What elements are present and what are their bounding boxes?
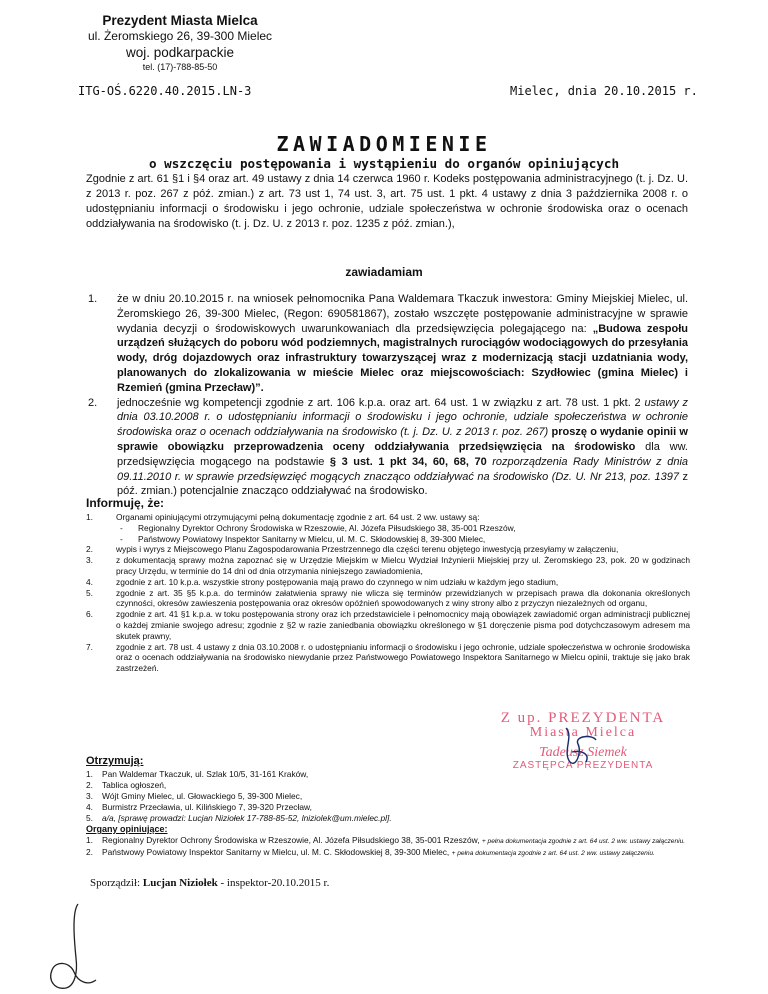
opinion-body-item [86, 847, 686, 859]
recipients-heading: Otrzymują: [86, 755, 144, 767]
point-2-text-cont: dla ww. przedsięwzięcia mogącego na podstawie [117, 440, 688, 468]
document-subtitle: o wszczęciu postępowania i wystąpieniu do organów opiniujących [148, 156, 620, 171]
notify-heading: zawiadamiam [345, 265, 423, 279]
prepared-by [90, 877, 329, 889]
recipient-text: Tablica ogłoszeń, [102, 780, 167, 790]
recipient-number: 4. [86, 802, 93, 812]
opinion-text: Regionalny Dyrektor Ochrony Środowiska w Rzeszowie, Al. Józefa Piłsudskiego 38, 35-001 Rzeszów, [102, 835, 482, 845]
regulation-paragraph: § 3 ust. 1 pkt 34, 60, 68, 70 [329, 455, 487, 468]
issuer-phone: tel. (17)-788-85-50 [142, 62, 218, 72]
prepared-suffix: - inspektor-20.10.2015 r. [217, 877, 330, 889]
stamp-role: ZASTĘPCA PREZYDENTA [512, 760, 654, 771]
opinion-number: 2. [86, 847, 93, 857]
info-text: zgodnie z art. 41 §1 k.p.a. w toku postępowania strony oraz ich przedstawiciele i pełnomocnicy mają obowiązek zawiadomić organ administracji publicznej o każdej zmianie swojego adresu; zgodnie z §2 w razie zaniedbania obowiązku określonego w §1 doręczenie pisma pod dotychczasowym adresem ma skutek prawny, [116, 609, 690, 641]
info-text: zgodnie z art. 78 ust. 4 ustawy z dnia 03.10.2008 r. o udostępnianiu informacji o środowisku i jego ochronie, udziale społeczeństwa w ochronie środowiska oraz o ocenach oddziaływania na środowisko niewydanie przez Państwowego Powiatowego Inspektora Sanitarnego w Mielcu opinii, traktuje się jako brak zastrzeżeń. [116, 641, 690, 674]
point-number: 2. [88, 396, 98, 409]
info-number: 3. [86, 555, 93, 566]
opinion-note: + pełna dokumentacja zgodnie z art. 64 ust. 2 ww. ustawy załączeniu. [481, 838, 686, 845]
point-2-text-end: z póź. zmian.) potencjalnie znacząco oddziaływać na środowisko. [117, 470, 689, 498]
issuer-title: Prezydent Miasta Mielca [102, 13, 258, 28]
opinion-heading: Organy opiniujące: [86, 824, 168, 834]
legal-basis: Zgodnie z art. 61 §1 i §4 oraz art. 49 ustawy z dnia 14 czerwca 1960 r. Kodeks postępowania administracyjnego (t. j. Dz. U. z 2013 r. poz. 267 z póź. zmian.) z art. 73 ust 1, 74 ust. 3, art. 75 ust. 1 pkt. 4 ustawy z dnia 3 października 2008 r. o udostępnianiu informacji o środowisku i jego ochronie, udziale społeczeństwa w ochronie środowiska oraz o ocenach oddziaływania na środowisko (t. j. Dz. U. z 2013 r. poz. 1235 z póź. zmian.), [86, 173, 688, 230]
stamp-line-2: Miasta Mielca [529, 725, 637, 740]
info-number: 1. [86, 512, 93, 522]
info-item [86, 555, 690, 577]
info-item [86, 609, 690, 641]
regulation-reference: rozporządzenia Rady Ministrów z dnia 09.11.2010 r. w sprawie przedsięwzięć mogących znacząco oddziaływać na środowisko (Dz. U. Nr 213, poz. 1397 [117, 455, 689, 483]
opinion-body-item [86, 835, 686, 847]
info-item [86, 544, 690, 555]
act-reference: ustawy z dnia 03.10.2008 r. o udostępnianiu informacji o środowisku i jego ochronie, udziale społeczeństwa w ochronie środowiska oraz o ocenach oddziaływania na środowisko (t. j. Dz. U. z 2013 r. poz. 267) [117, 396, 689, 439]
stamp-line-1: Z up. PREZYDENTA [500, 710, 666, 726]
point-2-text: jednocześnie wg kompetencji zgodnie z art. 106 k.p.a. oraz art. 64 ust. 1 w związku z art. 78 ust. 1 pkt. 2 [117, 396, 645, 409]
document-date: Mielec, dnia 20.10.2015 r. [510, 84, 698, 98]
handwritten-signature [552, 722, 612, 770]
info-text: zgodnie z art. 10 k.p.a. wszystkie strony postępowania mają prawo do czynnego w nim udziału w każdym jego stadium, [116, 576, 559, 587]
project-name: „Budowa zespołu urządzeń służących do poboru wód podziemnych, magistralnych rurociągów wodociągowych do przesyłania wody, dróg dojazdowych oraz infrastruktury towarzyszącej wraz z modernizacją stacji uzdatniania wody, planowanych do zlokalizowania w mieście Mielec oraz miejscowościach: Szydłowiec (gmina Mielec) i Rzemień (gmina Przecław)”. [117, 322, 688, 394]
info-text: z dokumentacją sprawy można zapoznać się w Urzędzie Miejskim w Mielcu Wydział Inżynierii Miejskiej przy ul. Żeromskiego 23, pok. 20 w godzinach pracy Urzędu, w terminie do 14 dni od dnia otrzymania niniejszego zawiadomienia, [116, 555, 690, 576]
info-subitem: - Państwowy Powiatowy Inspektor Sanitarny w Mielcu, ul. M. C. Skłodowskiej 8, 39-300 Mielec, [120, 533, 486, 544]
initials-mark [44, 898, 104, 992]
opinion-text: Państwowy Powiatowy Inspektor Sanitarny w Mielcu, ul. M. C. Skłodowskiej 8, 39-300 Mielec, [102, 847, 452, 857]
info-number: 4. [86, 576, 93, 587]
opinion-note: + pełna dokumentacja zgodnie z art. 64 ust. 2 ww. ustawy załączeniu. [451, 850, 655, 857]
info-item [86, 512, 690, 523]
info-number: 7. [86, 641, 93, 652]
recipient-item [86, 780, 686, 791]
recipient-text: Wójt Gminy Mielec, ul. Głowackiego 5, 39-300 Mielec, [102, 791, 303, 801]
info-text: Organami opiniującymi otrzymującymi pełną dokumentację zgodnie z art. 64 ust. 2 ww. ustawy są: [116, 512, 480, 522]
info-number: 5. [86, 587, 93, 598]
issuer-header [60, 13, 300, 72]
point-2 [88, 396, 688, 500]
issuer-address: ul. Żeromskiego 26, 39-300 Mielec [87, 29, 273, 43]
recipient-number: 2. [86, 780, 93, 790]
info-item [86, 642, 690, 674]
recipient-item [86, 802, 686, 813]
info-text: wypis i wyrys z Miejscowego Planu Zagospodarowania Przestrzennego dla części terenu objętego inwestycją przesyłamy w załączeniu, [116, 544, 619, 555]
recipient-number: 5. [86, 813, 93, 823]
main-points [88, 292, 688, 499]
recipient-text: Burmistrz Przecławia, ul. Kilińskiego 7, 39-320 Przecław, [102, 802, 312, 812]
stamp-name: Tadeusz Siemek [539, 745, 627, 760]
recipient-item [86, 791, 686, 802]
info-number: 6. [86, 609, 93, 620]
opinion-request: proszę o wydanie opinii w sprawie obowiązku przeprowadzenia oceny oddziaływania przedsięwzięcia na środowisko [117, 426, 688, 453]
info-text: zgodnie z art. 35 §5 k.p.a. do terminów załatwienia sprawy nie wlicza się terminów przewidzianych w przepisach prawa dla dokonania określonych czynności, okresów zawieszenia postępowania oraz okresów opóźnień spowodowanych z winy strony albo z przyczyn niezależnych od organu, [116, 587, 690, 609]
info-subitem-text: Regionalny Dyrektor Ochrony Środowiska w Rzeszowie, Al. Józefa Piłsudskiego 38, 35-001 Rzeszów, [138, 522, 516, 533]
case-handler[interactable]: a/a, [sprawę prowadzi: Lucjan Niziołek 17-788-85-52, lniziolek@um.mielec.pl]. [102, 813, 392, 823]
recipient-number: 1. [86, 769, 93, 779]
prepared-label: Sporządził: [90, 877, 141, 889]
recipient-item [86, 813, 686, 824]
reference-number: ITG-OŚ.6220.40.2015.LN-3 [78, 84, 252, 98]
document-title: ZAWIADOMIENIE [276, 132, 492, 156]
recipient-text: Pan Waldemar Tkaczuk, ul. Szlak 10/5, 31-161 Kraków, [102, 769, 309, 779]
info-number: 2. [86, 544, 93, 555]
info-subitem-text: Państwowy Powiatowy Inspektor Sanitarny w Mielcu, ul. M. C. Skłodowskiej 8, 39-300 Mielec, [138, 533, 486, 544]
info-heading: Informuję, że: [86, 496, 165, 510]
info-item [86, 577, 690, 588]
point-1 [88, 292, 688, 396]
point-number: 1. [88, 293, 98, 305]
issuer-region: woj. podkarpackie [125, 45, 235, 60]
prepared-name: Lucjan Niziołek [142, 877, 218, 889]
info-list [86, 512, 690, 674]
info-item [86, 588, 690, 610]
recipient-item [86, 769, 686, 780]
opinion-number: 1. [86, 835, 93, 845]
recipients-list [86, 769, 686, 859]
info-subitem: - Regionalny Dyrektor Ochrony Środowiska w Rzeszowie, Al. Józefa Piłsudskiego 38, 35-001 Rzeszów, [120, 522, 516, 533]
recipient-number: 3. [86, 791, 93, 801]
point-1-text: że w dniu 20.10.2015 r. na wniosek pełnomocnika Pana Waldemara Tkaczuk inwestora: Gminy Miejskiej Mielec, ul. Żeromskiego 26, 39-300 Mielec, (Regon: 690581867), zostało wszczęte postępowanie administracyjne w sprawie wydania decyzji o środowiskowych uwarunkowaniach dla przedsięwzięcia polegającego na: [117, 293, 688, 335]
